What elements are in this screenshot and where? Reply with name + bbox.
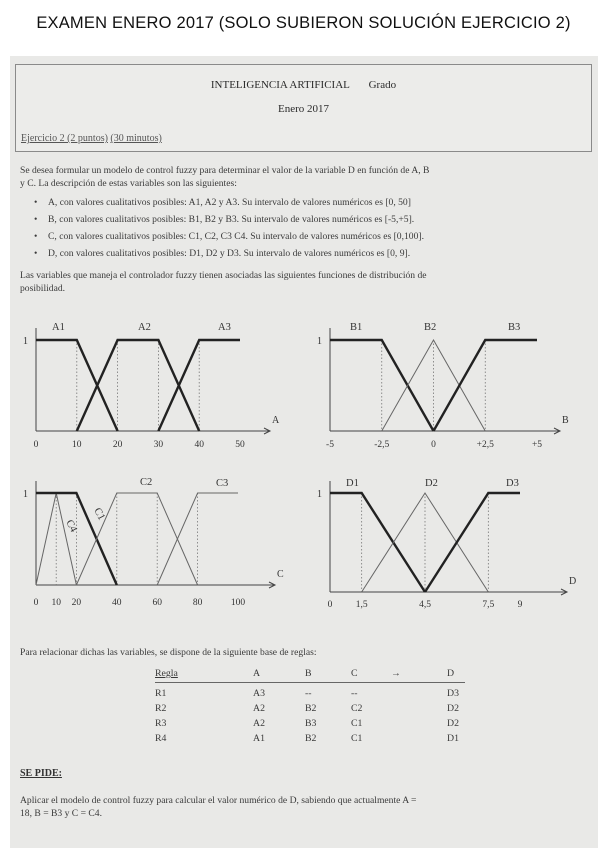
exam-header [15, 64, 592, 152]
y-max-label: 1 [23, 489, 28, 500]
rules-header-cell: C [351, 668, 358, 679]
exercise-time: (30 minutos) [110, 133, 162, 144]
final-question-line-1: Aplicar el modelo de control fuzzy para calcular el valor numérico de D, sabiendo que actualmente A = [20, 795, 417, 806]
x-tick-label: 10 [51, 598, 61, 608]
set-label-b3: B3 [508, 322, 521, 333]
bullet-item-b: • B, con valores cualitativos posibles: B1, B2 y B3. Su intervalo de valores numéricos es [-5,+5]. [34, 214, 415, 225]
set-label-b1: B1 [350, 322, 363, 333]
header-course-line [16, 79, 591, 91]
exercise-heading [21, 133, 162, 144]
set-label-a2: A2 [138, 322, 151, 333]
rule-cell: D3 [447, 688, 459, 699]
x-tick-label: 50 [235, 440, 245, 450]
rule-cell: R4 [155, 733, 167, 744]
x-tick-label: 0 [33, 598, 39, 608]
x-tick-label: -5 [326, 440, 334, 450]
rules-header-cell: D [447, 668, 455, 679]
distribution-text-1: Las variables que maneja el controlador fuzzy tienen asociadas las siguientes funciones de distribución de [20, 270, 427, 281]
set-label-d2: D2 [425, 478, 438, 489]
course-level: Grado [368, 79, 397, 91]
rule-cell: R1 [155, 688, 167, 699]
rule-cell: D2 [447, 703, 459, 714]
rule-cell: C1 [351, 733, 363, 744]
rule-cell: -- [305, 688, 312, 699]
rule-cell: C1 [351, 718, 363, 729]
axis-variable-label: C [277, 569, 284, 580]
rule-cell: B3 [305, 718, 317, 729]
se-pide-heading: SE PIDE: [20, 768, 62, 779]
rule-cell: A3 [253, 688, 265, 699]
rule-cell: A1 [253, 733, 265, 744]
rules-header-cell: A [253, 668, 261, 679]
set-label-c3: C3 [216, 478, 229, 489]
rule-cell: B2 [305, 703, 317, 714]
rule-cell: B2 [305, 733, 317, 744]
final-question-line-2: 18, B = B3 y C = C4. [20, 808, 102, 819]
rule-cell: C2 [351, 703, 363, 714]
set-label-b2: B2 [424, 322, 437, 333]
axis-variable-label: D [569, 576, 577, 587]
set-label-c4: C4 [63, 518, 79, 535]
rule-cell: A2 [253, 703, 265, 714]
rules-header-divider [155, 682, 465, 683]
rule-cell: R2 [155, 703, 167, 714]
bullet-text: B, con valores cualitativos posibles: B1, B2 y B3. Su intervalo de valores numéricos es [-5,+5]. [48, 214, 415, 225]
x-tick-label: +2,5 [476, 440, 494, 450]
distribution-text-2: posibilidad. [20, 283, 66, 294]
rule-cell: D1 [447, 733, 459, 744]
bullet-text: A, con valores cualitativos posibles: A1, A2 y A3. Su intervalo de valores numéricos es [0, 50] [48, 197, 411, 208]
rule-cell: D2 [447, 718, 459, 729]
x-tick-label: 20 [112, 440, 123, 450]
exam-date: Enero 2017 [277, 103, 329, 115]
x-tick-label: 9 [517, 600, 523, 610]
x-tick-label: 40 [112, 598, 122, 608]
rules-header-cell: Regla [155, 668, 178, 679]
bullet-item-c: • C, con valores cualitativos posibles: C1, C2, C3 C4. Su intervalo de valores numéricos es [0,100]. [34, 231, 424, 242]
x-tick-label: 0 [33, 440, 39, 450]
exercise-label: Ejercicio 2 (2 puntos) [21, 133, 108, 144]
set-label-d3: D3 [506, 478, 519, 489]
rule-cell: A2 [253, 718, 265, 729]
x-tick-label: 30 [153, 440, 164, 450]
x-tick-label: 7,5 [482, 600, 495, 610]
x-tick-label: 40 [194, 440, 204, 450]
bullet-text: C, con valores cualitativos posibles: C1, C2, C3 C4. Su intervalo de valores numéricos es [0,100]. [48, 231, 424, 242]
course-name: INTELIGENCIA ARTIFICIAL [210, 79, 350, 91]
x-tick-label: 0 [431, 440, 436, 450]
x-tick-label: 60 [152, 598, 162, 608]
y-max-label: 1 [317, 336, 322, 347]
bullet-text: D, con valores cualitativos posibles: D1, D2 y D3. Su intervalo de valores numéricos es [0, 9]. [48, 248, 411, 259]
x-tick-label: 100 [230, 598, 246, 608]
x-tick-label: 0 [327, 600, 333, 610]
intro-line-2: y C. La descripción de estas variables son las siguientes: [20, 178, 237, 189]
x-tick-label: 20 [71, 598, 82, 608]
x-tick-label: -2,5 [374, 440, 390, 450]
set-label-d1: D1 [346, 478, 359, 489]
y-max-label: 1 [23, 336, 28, 347]
axis-variable-label: B [562, 415, 569, 426]
y-max-label: 1 [317, 489, 322, 500]
bullet-item-d: • D, con valores cualitativos posibles: D1, D2 y D3. Su intervalo de valores numéricos es [0, 9]. [34, 248, 411, 259]
x-tick-label: 4,5 [419, 600, 431, 610]
axis-variable-label: A [272, 415, 280, 426]
rule-cell: -- [351, 688, 358, 699]
rules-header-cell: → [391, 668, 401, 679]
x-tick-label: +5 [531, 440, 543, 450]
rule-cell: R3 [155, 718, 167, 729]
bullet-item-a: • A, con valores cualitativos posibles: A1, A2 y A3. Su intervalo de valores numéricos es [0, 50] [34, 197, 411, 208]
intro-line-1: Se desea formular un modelo de control fuzzy para determinar el valor de la variable D en función de A, B [20, 165, 430, 176]
page-title: EXAMEN ENERO 2017 (SOLO SUBIERON SOLUCIÓN EJERCICIO 2) [36, 14, 571, 32]
final-question [20, 794, 590, 820]
set-label-a3: A3 [218, 322, 231, 333]
x-tick-label: 80 [192, 598, 203, 608]
rules-header-cell: B [305, 668, 312, 679]
x-tick-label: 10 [72, 440, 82, 450]
rules-intro: Para relacionar dichas las variables, se dispone de la siguiente base de reglas: [20, 647, 317, 658]
set-label-c2: C2 [140, 477, 153, 488]
x-tick-label: 1,5 [355, 600, 368, 610]
set-label-c1: C1 [91, 506, 107, 523]
set-label-a1: A1 [52, 322, 65, 333]
